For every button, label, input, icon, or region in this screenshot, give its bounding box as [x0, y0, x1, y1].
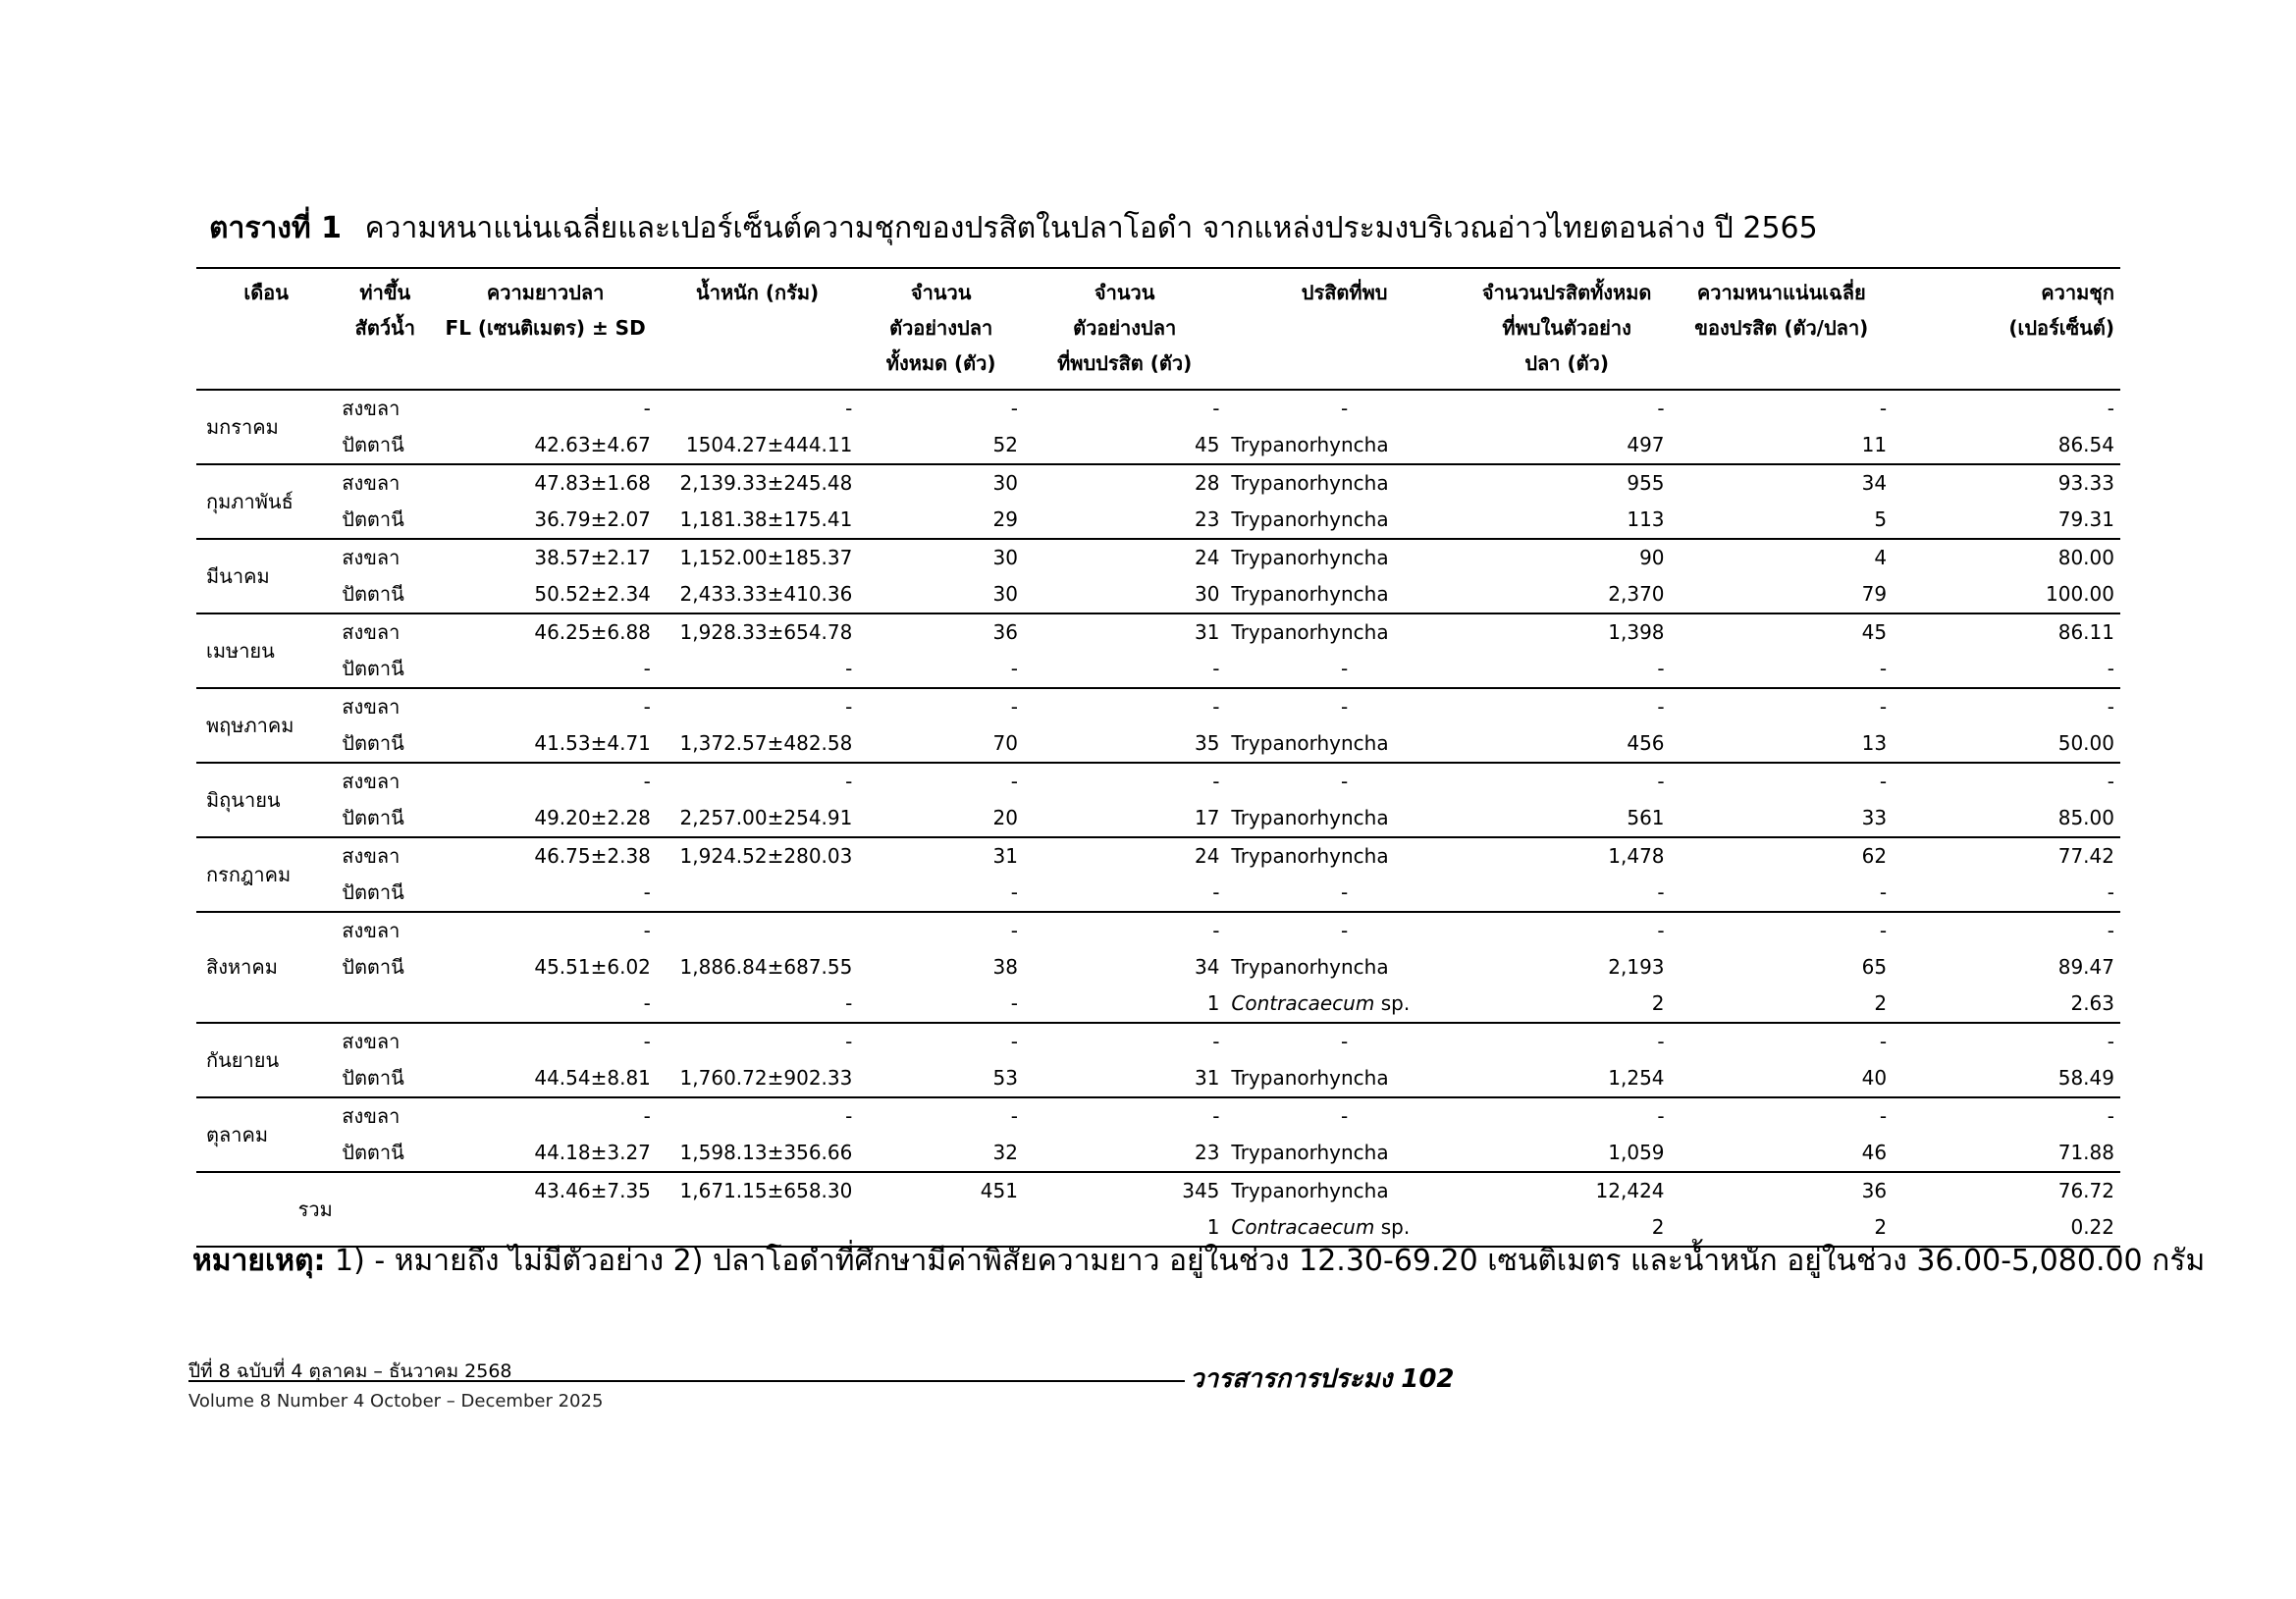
intensity-cell: 46	[1861, 1141, 1888, 1164]
month-cell: ตุลาคม	[206, 1122, 269, 1146]
length-cell: 44.18±3.27	[534, 1141, 651, 1164]
month-group	[196, 763, 2120, 837]
prevalence-cell: -	[2107, 695, 2114, 719]
port-cell: ปัตตานี	[342, 955, 404, 979]
parasite-cell	[1225, 502, 1463, 539]
length-cell: 46.25±6.88	[534, 620, 651, 644]
weight-cell: 1,181.38±175.41	[679, 507, 853, 531]
parasite-cell	[1225, 1135, 1463, 1172]
infected-cell: -	[1212, 880, 1220, 904]
port-cell: ปัตตานี	[342, 806, 404, 829]
prevalence-cell: -	[2107, 397, 2114, 420]
count-cell: -	[1657, 1104, 1665, 1128]
count-cell: 561	[1627, 806, 1665, 829]
intensity-cell: 79	[1861, 582, 1888, 606]
prevalence-cell: 80.00	[2057, 546, 2114, 569]
infected-cell: 31	[1194, 620, 1220, 644]
parasite-cell	[1225, 800, 1463, 837]
table-row	[196, 688, 2120, 725]
month-cell: มกราคม	[206, 414, 279, 439]
table-note	[192, 1239, 2206, 1284]
table-row	[196, 912, 2120, 949]
month-group	[196, 837, 2120, 912]
parasite-name: Trypanorhyncha	[1231, 1141, 1389, 1164]
table-row	[196, 1135, 2120, 1172]
count-cell: 90	[1639, 546, 1665, 569]
parasite-cell	[1225, 763, 1463, 800]
parasite-name: Trypanorhyncha	[1231, 620, 1389, 644]
parasite-name: -	[1340, 397, 1349, 420]
intensity-cell: -	[1879, 657, 1888, 680]
prevalence-cell: 71.88	[2057, 1141, 2114, 1164]
infected-cell: 24	[1194, 546, 1220, 569]
header-parasite: ปรสิตที่พบ	[1301, 281, 1388, 304]
infected-cell: 35	[1194, 731, 1220, 755]
month-cell: กันยายน	[206, 1047, 280, 1072]
table-row	[196, 427, 2120, 464]
parasite-cell	[1225, 613, 1463, 651]
count-cell: 1,398	[1608, 620, 1665, 644]
header-prevalence: ความชุก (เปอร์เซ็นต์)	[2008, 281, 2114, 340]
infected-cell: -	[1212, 397, 1220, 420]
intensity-cell: 33	[1861, 806, 1888, 829]
caption-label: ตารางที่ 1	[209, 211, 343, 245]
parasite-cell	[1225, 651, 1463, 688]
count-cell: 2	[1651, 1215, 1665, 1239]
count-cell: -	[1657, 770, 1665, 793]
infected-cell: 345	[1182, 1179, 1220, 1202]
table-row	[196, 539, 2120, 576]
length-cell: -	[643, 991, 651, 1015]
total-cell: 36	[992, 620, 1018, 644]
prevalence-cell: 76.72	[2057, 1179, 2114, 1202]
table-caption	[209, 206, 2123, 251]
port-cell: สงขลา	[342, 620, 400, 644]
infected-cell: 1	[1206, 991, 1220, 1015]
length-cell: -	[643, 657, 651, 680]
length-cell: -	[643, 695, 651, 719]
header-infected-fish: จำนวน ตัวอย่างปลา ที่พบปรสิต (ตัว)	[1057, 281, 1193, 375]
header-length: ความยาวปลา FL (เซนติเมตร) ± SD	[445, 281, 646, 340]
length-cell: 38.57±2.17	[534, 546, 651, 569]
total-cell: 70	[992, 731, 1018, 755]
parasite-name: -	[1340, 657, 1349, 680]
length-cell: 47.83±1.68	[534, 471, 651, 495]
parasite-name: Trypanorhyncha	[1231, 1066, 1389, 1090]
port-cell: สงขลา	[342, 546, 400, 569]
count-cell: 1,254	[1608, 1066, 1665, 1090]
port-cell: สงขลา	[342, 844, 400, 868]
header-port: ท่าขึ้น สัตว์น้ำ	[354, 281, 415, 340]
month-group	[196, 912, 2120, 1023]
port-cell: สงขลา	[342, 471, 400, 495]
weight-cell: 2,257.00±254.91	[679, 806, 853, 829]
header-intensity: ความหนาแน่นเฉลี่ย ของปรสิต (ตัว/ปลา)	[1694, 281, 1869, 340]
table-row	[196, 949, 2120, 986]
count-cell: 113	[1627, 507, 1665, 531]
intensity-cell: -	[1879, 397, 1888, 420]
note-text: 1) - หมายถึง ไม่มีตัวอย่าง 2) ปลาโอดำที่ศึกษามีค่าพิสัยความยาว อยู่ในช่วง 12.30-69.20 เซนติเมตร และน้ำหนัก อยู่ในช่วง 36.00-5,080.00 กรัม	[335, 1244, 2206, 1278]
prevalence-cell: 100.00	[2046, 582, 2114, 606]
weight-cell	[657, 912, 858, 949]
intensity-cell: 45	[1861, 620, 1888, 644]
infected-cell: -	[1212, 1104, 1220, 1128]
intensity-cell: 13	[1861, 731, 1888, 755]
weight-cell: -	[845, 657, 853, 680]
parasite-cell	[1225, 576, 1463, 613]
prevalence-cell: 77.42	[2057, 844, 2114, 868]
total-cell: -	[1010, 991, 1018, 1015]
header-total-fish: จำนวน ตัวอย่างปลา ทั้งหมด (ตัว)	[885, 281, 996, 375]
total-cell: 29	[992, 507, 1018, 531]
port-cell: ปัตตานี	[342, 582, 404, 606]
parasite-name: -	[1340, 919, 1349, 942]
length-cell: 44.54±8.81	[534, 1066, 651, 1090]
parasite-cell	[1225, 688, 1463, 725]
length-cell: 41.53±4.71	[534, 731, 651, 755]
total-cell: 53	[992, 1066, 1018, 1090]
port-cell	[336, 986, 434, 1023]
infected-cell: 1	[1206, 1215, 1220, 1239]
parasite-name: Trypanorhyncha	[1231, 844, 1389, 868]
prevalence-cell: 58.49	[2057, 1066, 2114, 1090]
weight-cell: -	[845, 770, 853, 793]
total-cell: 30	[992, 546, 1018, 569]
count-cell: 2,193	[1608, 955, 1665, 979]
count-cell: -	[1657, 397, 1665, 420]
caption-text: ความหนาแน่นเฉลี่ยและเปอร์เซ็นต์ความชุกของปรสิตในปลาโอดำ จากแหล่งประมงบริเวณอ่าวไทยตอนล่าง ปี 2565	[364, 211, 1818, 245]
parasite-cell	[1225, 1172, 1463, 1209]
table-row	[196, 576, 2120, 613]
weight-cell: 1,372.57±482.58	[679, 731, 853, 755]
table-row	[196, 1097, 2120, 1135]
intensity-cell: 5	[1874, 507, 1888, 531]
count-cell: -	[1657, 1030, 1665, 1053]
table-row	[196, 1060, 2120, 1097]
infected-cell: 23	[1194, 507, 1220, 531]
intensity-cell: 36	[1861, 1179, 1888, 1202]
prevalence-cell: -	[2107, 770, 2114, 793]
parasite-cell	[1225, 390, 1463, 427]
count-cell: 1,478	[1608, 844, 1665, 868]
prevalence-cell: 79.31	[2057, 507, 2114, 531]
parasite-name: -	[1340, 880, 1349, 904]
footer-journal-page: วารสารการประมง 102	[1190, 1364, 1455, 1394]
length-cell: 46.75±2.38	[534, 844, 651, 868]
intensity-cell: -	[1879, 770, 1888, 793]
weight-cell: 1,886.84±687.55	[679, 955, 853, 979]
infected-cell: 17	[1194, 806, 1220, 829]
parasite-cell	[1225, 986, 1463, 1023]
count-cell: -	[1657, 695, 1665, 719]
intensity-cell: -	[1879, 1030, 1888, 1053]
infected-cell: -	[1212, 919, 1220, 942]
intensity-cell: -	[1879, 880, 1888, 904]
infected-cell: 24	[1194, 844, 1220, 868]
table-row	[196, 651, 2120, 688]
parasite-cell	[1225, 1097, 1463, 1135]
weight-cell: -	[845, 1030, 853, 1053]
parasite-name: sp.	[1380, 991, 1411, 1015]
prevalence-cell: 2.63	[2070, 991, 2114, 1015]
count-cell: 12,424	[1595, 1179, 1665, 1202]
weight-cell: 1,924.52±280.03	[679, 844, 853, 868]
total-label: รวม	[297, 1197, 333, 1221]
total-cell: 52	[992, 433, 1018, 456]
total-cell: 38	[992, 955, 1018, 979]
month-group	[196, 539, 2120, 613]
count-cell: 456	[1627, 731, 1665, 755]
infected-cell: -	[1212, 1030, 1220, 1053]
count-cell: -	[1657, 919, 1665, 942]
header-parasite-count: จำนวนปรสิตทั้งหมด ที่พบในตัวอย่าง ปลา (ตัว)	[1481, 281, 1652, 375]
table-row	[196, 725, 2120, 763]
intensity-cell: 11	[1861, 433, 1888, 456]
total-cell: 31	[992, 844, 1018, 868]
length-cell: 43.46±7.35	[534, 1179, 651, 1202]
port-cell: ปัตตานี	[342, 1141, 404, 1164]
parasite-name: Trypanorhyncha	[1231, 806, 1389, 829]
length-cell: 50.52±2.34	[534, 582, 651, 606]
weight-cell: 2,433.33±410.36	[679, 582, 853, 606]
parasite-name: sp.	[1380, 1215, 1411, 1239]
month-group	[196, 613, 2120, 688]
infected-cell: 34	[1194, 955, 1220, 979]
port-cell: ปัตตานี	[342, 507, 404, 531]
table-row	[196, 800, 2120, 837]
port-cell: ปัตตานี	[342, 731, 404, 755]
prevalence-cell: -	[2107, 1104, 2114, 1128]
count-cell: 955	[1627, 471, 1665, 495]
parasite-name: Trypanorhyncha	[1231, 582, 1389, 606]
total-group	[196, 1172, 2120, 1247]
length-cell: -	[643, 1030, 651, 1053]
weight-cell: 1,671.15±658.30	[679, 1179, 853, 1202]
infected-cell: -	[1212, 770, 1220, 793]
port-cell: สงขลา	[342, 1104, 400, 1128]
total-cell: 32	[992, 1141, 1018, 1164]
parasite-cell	[1225, 837, 1463, 875]
length-cell: 36.79±2.07	[534, 507, 651, 531]
port-cell: สงขลา	[342, 695, 400, 719]
weight-cell: 2,139.33±245.48	[679, 471, 853, 495]
infected-cell: -	[1212, 657, 1220, 680]
prevalence-cell: 85.00	[2057, 806, 2114, 829]
port-cell: สงขลา	[342, 1030, 400, 1053]
total-cell: -	[1010, 770, 1018, 793]
intensity-cell: 4	[1874, 546, 1888, 569]
parasite-cell	[1225, 912, 1463, 949]
month-cell: เมษายน	[206, 638, 275, 663]
footer-issue: ปีที่ 8 ฉบับที่ 4 ตุลาคม – ธันวาคม 2568	[188, 1360, 512, 1382]
table-row	[196, 875, 2120, 912]
parasite-cell	[1225, 725, 1463, 763]
weight-cell: 1,760.72±902.33	[679, 1066, 853, 1090]
count-cell: 2	[1651, 991, 1665, 1015]
total-cell: 30	[992, 471, 1018, 495]
total-cell: -	[1010, 1104, 1018, 1128]
parasite-name: Trypanorhyncha	[1231, 507, 1389, 531]
parasite-cell	[1225, 1060, 1463, 1097]
total-cell: 451	[980, 1179, 1018, 1202]
port-cell: ปัตตานี	[342, 1066, 404, 1090]
length-cell: -	[643, 397, 651, 420]
parasite-cell	[1225, 464, 1463, 502]
month-group	[196, 1023, 2120, 1097]
table-row	[196, 502, 2120, 539]
port-cell: สงขลา	[342, 397, 400, 420]
infected-cell: 28	[1194, 471, 1220, 495]
parasite-name: Trypanorhyncha	[1231, 433, 1389, 456]
table-row	[196, 837, 2120, 875]
month-cell: พฤษภาคม	[206, 713, 294, 737]
parasite-cell	[1225, 1023, 1463, 1060]
table-row	[196, 1023, 2120, 1060]
intensity-cell: 40	[1861, 1066, 1888, 1090]
infected-cell: 23	[1194, 1141, 1220, 1164]
parasite-name: Trypanorhyncha	[1231, 546, 1389, 569]
intensity-cell: 65	[1861, 955, 1888, 979]
month-cell: กรกฎาคม	[206, 862, 292, 886]
parasite-name: Trypanorhyncha	[1231, 471, 1389, 495]
parasite-name: Trypanorhyncha	[1231, 1179, 1389, 1202]
month-cell: มีนาคม	[206, 563, 270, 588]
parasite-cell	[1225, 427, 1463, 464]
prevalence-cell: -	[2107, 1030, 2114, 1053]
weight-cell: -	[845, 1104, 853, 1128]
parasite-cell	[1225, 875, 1463, 912]
length-cell: 42.63±4.67	[534, 433, 651, 456]
prevalence-cell: 0.22	[2070, 1215, 2114, 1239]
table-header	[196, 268, 2120, 390]
infected-cell: 31	[1194, 1066, 1220, 1090]
length-cell: -	[643, 1104, 651, 1128]
parasite-name: -	[1340, 1104, 1349, 1128]
month-group	[196, 464, 2120, 539]
count-cell: 2,370	[1608, 582, 1665, 606]
weight-cell: -	[845, 991, 853, 1015]
port-cell: ปัตตานี	[342, 880, 404, 904]
parasite-name: -	[1340, 695, 1349, 719]
total-cell: -	[1010, 657, 1018, 680]
footer-rule	[188, 1380, 1185, 1382]
count-cell: -	[1657, 880, 1665, 904]
infected-cell: -	[1212, 695, 1220, 719]
month-cell: กุมภาพันธ์	[206, 489, 294, 513]
length-cell: -	[643, 880, 651, 904]
length-cell: -	[643, 919, 651, 942]
parasite-table	[196, 267, 2120, 1248]
intensity-cell: 34	[1861, 471, 1888, 495]
month-cell: มิถุนายน	[206, 787, 281, 812]
infected-cell: 45	[1194, 433, 1220, 456]
intensity-cell: -	[1879, 695, 1888, 719]
month-cell: สิงหาคม	[206, 955, 278, 979]
table-row	[196, 986, 2120, 1023]
intensity-cell: -	[1879, 919, 1888, 942]
length-cell: 45.51±6.02	[534, 955, 651, 979]
total-cell: -	[1010, 880, 1018, 904]
prevalence-cell: 86.11	[2057, 620, 2114, 644]
length-cell: -	[643, 770, 651, 793]
prevalence-cell: 86.54	[2057, 433, 2114, 456]
intensity-cell: -	[1879, 1104, 1888, 1128]
prevalence-cell: 50.00	[2057, 731, 2114, 755]
count-cell: 1,059	[1608, 1141, 1665, 1164]
table-row	[196, 390, 2120, 427]
total-row	[196, 1172, 2120, 1209]
weight-cell	[657, 875, 858, 912]
count-cell: 497	[1627, 433, 1665, 456]
port-cell: ปัตตานี	[342, 657, 404, 680]
parasite-name: Trypanorhyncha	[1231, 955, 1389, 979]
total-cell: 30	[992, 582, 1018, 606]
total-cell: -	[1010, 1030, 1018, 1053]
prevalence-cell: -	[2107, 657, 2114, 680]
weight-cell: -	[845, 397, 853, 420]
port-cell: สงขลา	[342, 919, 400, 942]
weight-cell: 1,928.33±654.78	[679, 620, 853, 644]
parasite-name: -	[1340, 1030, 1349, 1053]
length-cell: 49.20±2.28	[534, 806, 651, 829]
table-row	[196, 464, 2120, 502]
intensity-cell: 2	[1874, 991, 1888, 1015]
count-cell: -	[1657, 657, 1665, 680]
weight-cell: 1,152.00±185.37	[679, 546, 853, 569]
weight-cell: 1,598.13±356.66	[679, 1141, 853, 1164]
parasite-name: Trypanorhyncha	[1231, 731, 1389, 755]
prevalence-cell: -	[2107, 919, 2114, 942]
parasite-genus: Contracaecum	[1231, 991, 1375, 1015]
parasite-genus: Contracaecum	[1231, 1215, 1375, 1239]
header-month: เดือน	[243, 281, 289, 304]
month-group	[196, 1097, 2120, 1172]
table-row	[196, 763, 2120, 800]
total-cell: 20	[992, 806, 1018, 829]
total-cell: -	[1010, 919, 1018, 942]
note-label: หมายเหตุ:	[192, 1244, 326, 1278]
month-group	[196, 390, 2120, 464]
table-row	[196, 613, 2120, 651]
intensity-cell: 62	[1861, 844, 1888, 868]
month-group	[196, 688, 2120, 763]
infected-cell: 30	[1194, 582, 1220, 606]
total-cell: -	[1010, 397, 1018, 420]
footer-volume: Volume 8 Number 4 October – December 2025	[188, 1391, 604, 1412]
parasite-cell	[1225, 539, 1463, 576]
header-weight: น้ำหนัก (กรัม)	[696, 281, 820, 304]
weight-cell: -	[845, 695, 853, 719]
total-cell: -	[1010, 695, 1018, 719]
parasite-name: -	[1340, 770, 1349, 793]
prevalence-cell: 93.33	[2057, 471, 2114, 495]
prevalence-cell: -	[2107, 880, 2114, 904]
intensity-cell: 2	[1874, 1215, 1888, 1239]
weight-cell: 1504.27±444.11	[685, 433, 853, 456]
port-cell: ปัตตานี	[342, 433, 404, 456]
prevalence-cell: 89.47	[2057, 955, 2114, 979]
parasite-cell	[1225, 949, 1463, 986]
port-cell: สงขลา	[342, 770, 400, 793]
